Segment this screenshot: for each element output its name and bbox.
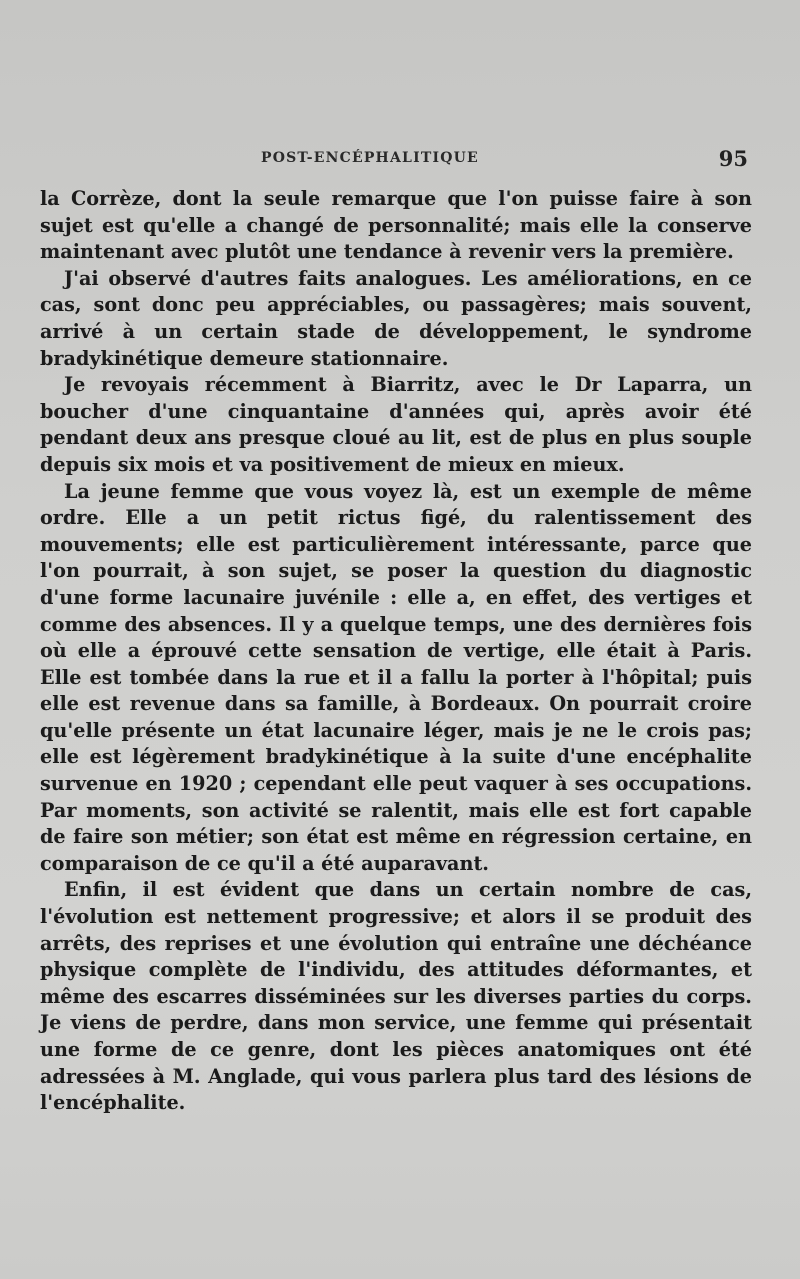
paragraph: J'ai observé d'autres faits analogues. Les améliorations, en ce cas, sont donc peu appréciables, ou passagères; mais souvent, arrivé à un certain stade de développement, le syndrome bradykinétique demeure stationnaire.	[40, 266, 752, 370]
page-number: 95	[718, 146, 748, 171]
paragraph: Enfin, il est évident que dans un certain nombre de cas, l'évolution est nettement progressive; et alors il se produit des arrêts, des reprises et une évolution qui entraîne une déchéance physique complète de l'individu, des attitudes déformantes, et même des escarres disséminées sur les diverses parties du corps. Je viens de perdre, dans mon service, une femme qui présentait une forme de ce genre, dont les pièces anatomiques ont été adressées à M. Anglade, qui vous parlera plus tard des lésions de l'encéphalite.	[40, 878, 752, 1115]
body-text	[40, 186, 752, 1117]
paragraph: La jeune femme que vous voyez là, est un exemple de même ordre. Elle a un petit rictus figé, du ralentissement des mouvements; elle est particulièrement intéressante, parce que l'on pourrait, à son sujet, se poser la question du diagnostic d'une forme lacunaire juvénile : elle a, en effet, des vertiges et comme des absences. Il y a quelque temps, une des dernières fois où elle a éprouvé cette sensation de vertige, elle était à Paris. Elle est tombée dans la rue et il a fallu la porter à l'hôpital; puis elle est revenue dans sa famille, à Bordeaux. On pourrait croire qu'elle présente un état lacunaire léger, mais je ne le crois pas; elle est légèrement bradykinétique à la suite d'une encéphalite survenue en 1920 ; cependant elle peut vaquer à ses occupations. Par moments, son activité se ralentit, mais elle est fort capable de faire son métier; son état est même en régression certaine, en comparaison de ce qu'il a été auparavant.	[40, 479, 752, 875]
page-header	[40, 146, 750, 176]
running-head: POST-ENCÉPHALITIQUE	[261, 150, 479, 166]
paragraph: Je revoyais récemment à Biarritz, avec le Dr Laparra, un boucher d'une cinquantaine d'années qui, après avoir été pendant deux ans presque cloué au lit, est de plus en plus souple depuis six mois et va positivement de mieux en mieux.	[40, 373, 752, 476]
paragraph-continued: la Corrèze, dont la seule remarque que l'on puisse faire à son sujet est qu'elle a changé de personnalité; mais elle la conserve maintenant avec plutôt une tendance à revenir vers la première.	[40, 187, 752, 264]
